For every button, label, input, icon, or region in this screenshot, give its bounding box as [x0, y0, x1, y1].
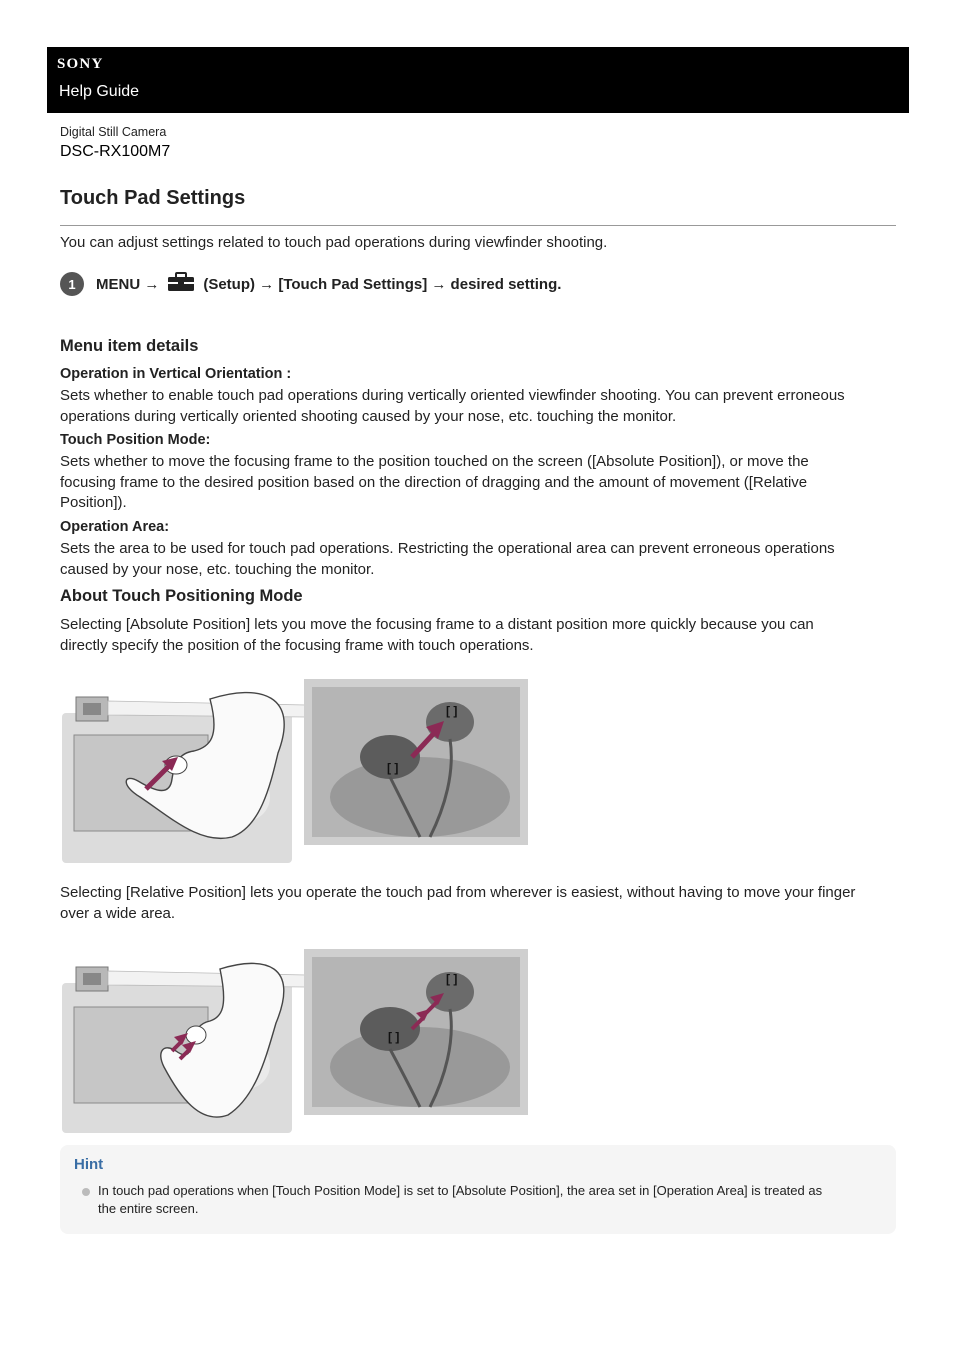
desc-line: over a wide area. — [60, 904, 176, 922]
hint-title: Hint — [74, 1156, 104, 1173]
title-divider — [60, 225, 896, 226]
item-operation-area-title: Operation Area: — [60, 519, 170, 535]
desc-line: caused by your nose, etc. touching the monitor. — [60, 560, 375, 578]
desc-line: directly specify the position of the focusing frame with touch operations. — [60, 636, 534, 654]
relative-position-illustration — [60, 947, 530, 1137]
product-category: Digital Still Camera — [60, 125, 167, 139]
svg-text:[ ]: [ ] — [387, 761, 399, 775]
item-operation-area-desc — [60, 539, 896, 580]
item-touch-position-title: Touch Position Mode: — [60, 432, 211, 448]
menu-item-details-heading: Menu item details — [60, 337, 199, 355]
desc-line: focusing frame to the desired position based on the direction of dragging and the amount of movement ([Relative — [60, 473, 808, 491]
item-touch-position-desc — [60, 452, 896, 514]
item-vertical-orientation-title: Operation in Vertical Orientation : — [60, 366, 292, 382]
desc-line: Sets whether to enable touch pad operations during vertically oriented viewfinder shooting. You can prevent erroneous — [60, 387, 845, 404]
page-title: Touch Pad Settings — [60, 187, 246, 209]
svg-text:[ ]: [ ] — [388, 1030, 400, 1044]
hint-box — [60, 1145, 896, 1234]
desc-line: Selecting [Absolute Position] lets you move the focusing frame to a distant position more quickly because you can — [60, 616, 814, 633]
help-guide-title: Help Guide — [59, 83, 140, 100]
desc-line: operations during vertically oriented shooting caused by your nose, etc. touching the monitor. — [60, 407, 677, 425]
desc-line: Sets the area to be used for touch pad operations. Restricting the operational area can prevent erroneous operations — [60, 540, 835, 557]
hint-line: In touch pad operations when [Touch Position Mode] is set to [Absolute Position], the area set in [Operation Area] is treated as — [98, 1183, 823, 1198]
desc-line: Position]). — [60, 494, 127, 511]
step-text-setup: (Setup) → [Touch Pad Settings] → desired setting. — [203, 275, 562, 293]
item-vertical-orientation-desc — [60, 386, 896, 427]
intro-text: You can adjust settings related to touch pad operations during viewfinder shooting. — [60, 234, 608, 251]
step-text-menu: MENU → — [96, 275, 160, 293]
relative-position-desc — [60, 883, 896, 924]
hint-line: the entire screen. — [98, 1201, 199, 1216]
desc-line: Sets whether to move the focusing frame to the position touched on the screen ([Absolute Position]), or move the — [60, 453, 809, 470]
site-header — [47, 47, 909, 113]
absolute-position-illustration — [60, 677, 530, 867]
step-1 — [60, 272, 561, 296]
step-number-badge: 1 — [60, 272, 84, 296]
sony-logo[interactable]: SONY — [57, 56, 104, 72]
desc-line: Selecting [Relative Position] lets you operate the touch pad from wherever is easiest, without having to move your finger — [60, 884, 856, 901]
absolute-position-desc — [60, 615, 896, 656]
setup-toolbox-icon — [167, 272, 195, 296]
bullet-icon — [82, 1188, 90, 1196]
about-touch-positioning-heading: About Touch Positioning Mode — [60, 587, 303, 605]
svg-text:[ ]: [ ] — [446, 972, 458, 986]
hint-text — [98, 1182, 878, 1218]
product-model: DSC-RX100M7 — [60, 143, 171, 160]
svg-text:[ ]: [ ] — [446, 704, 458, 718]
